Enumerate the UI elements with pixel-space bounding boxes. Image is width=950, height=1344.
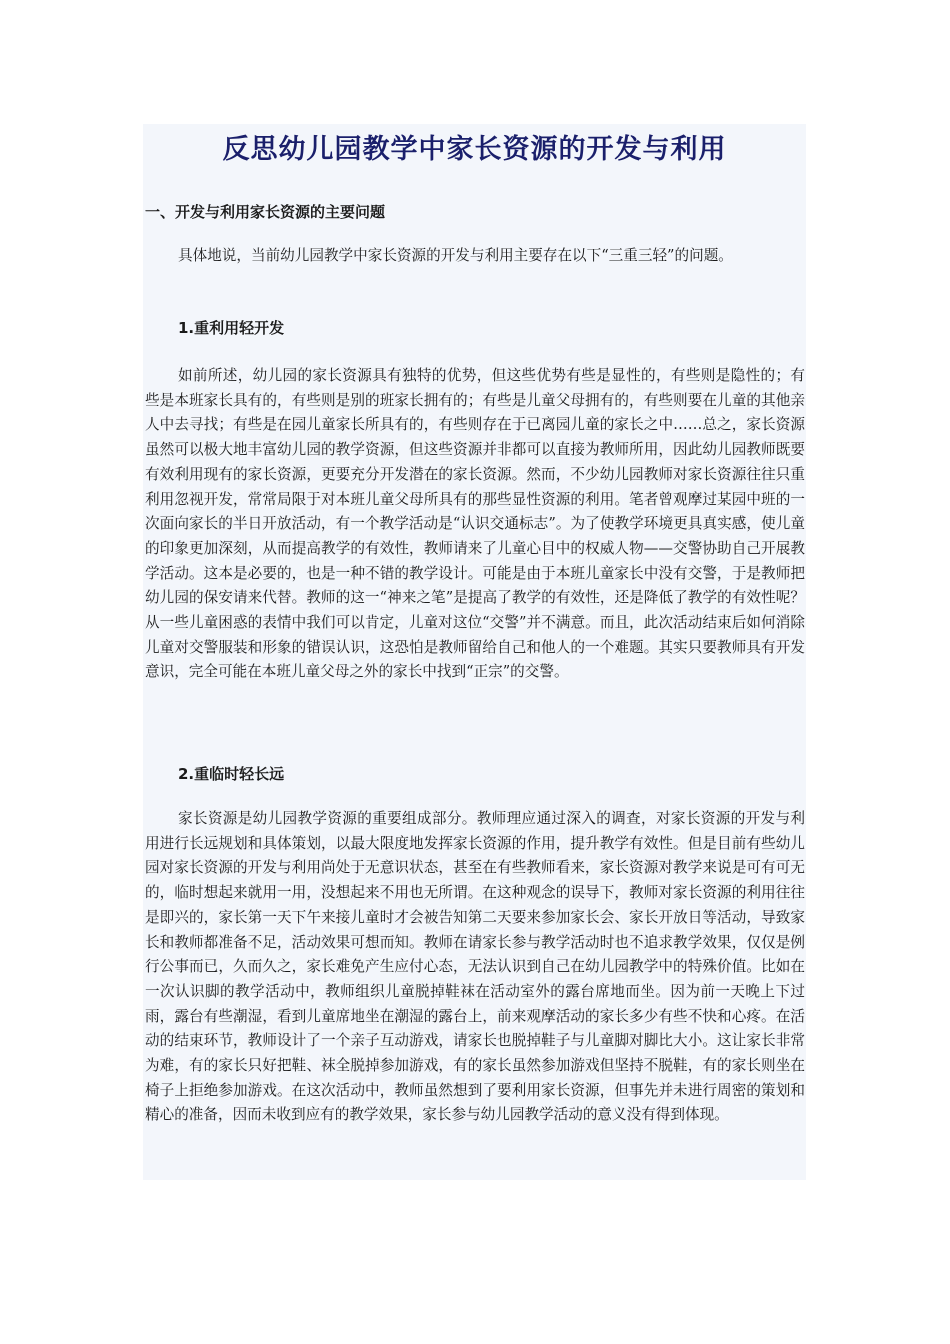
section-intro-paragraph: 具体地说，当前幼儿园教学中家长资源的开发与利用主要存在以下“三重三轻”的问题。 [178,247,733,264]
subsection-heading-1: 1.重利用轻开发 [178,319,285,337]
article-body [143,124,806,1180]
document-title: 反思幼儿园教学中家长资源的开发与利用 [222,134,727,165]
section-heading-1: 一、开发与利用家长资源的主要问题 [145,203,386,221]
subsection-2-paragraph: 家长资源是幼儿园教学资源的重要组成部分。教师理应通过深入的调查，对家长资源的开发与利用进行长远规划和具体策划，以最大限度地发挥家长资源的作用，提升教学有效性。但是目前有些幼儿园对家长资源的开发与利用尚处于无意识状态，甚至在有些教师看来，家长资源对教学来说是可有可无的，临时想起来就用一用，没想起来不用也无所谓。在这种观念的误导下，教师对家长资源的利用往往是即兴的，家长第一天下午来接儿童时才会被告知第二天要来参加家长会、家长开放日等活动，导致家长和教师都准备不足，活动效果可想而知。教师在请家长参与教学活动时也不追求教学效果，仅仅是例行公事而已，久而久之，家长难免产生应付心态，无法认识到自己在幼儿园教学中的特殊价值。比如在一次认识脚的教学活动中，教师组织儿童脱掉鞋袜在活动室外的露台席地而坐。因为前一天晚上下过雨，露台有些潮湿，看到儿童席地坐在潮湿的露台上，前来观摩活动的家长多少有些不快和心疼。在活动的结束环节，教师设计了一个亲子互动游戏，请家长也脱掉鞋子与儿童脚对脚比大小。这让家长非常为难，有的家长只好把鞋、袜全脱掉参加游戏，有的家长虽然参加游戏但坚持不脱鞋，有的家长则坐在椅子上拒绝参加游戏。在这次活动中，教师虽然想到了要利用家长资源，但事先并未进行周密的策划和精心的准备，因而未收到应有的教学效果，家长参与幼儿园教学活动的意义没有得到体现。 [145,810,805,1124]
subsection-heading-2: 2.重临时轻长远 [178,765,285,783]
subsection-1-paragraph: 如前所述，幼儿园的家长资源具有独特的优势，但这些优势有些是显性的，有些则是隐性的；有些是本班家长具有的，有些则是别的班家长拥有的；有些是儿童父母拥有的，有些则要在儿童的其他亲人中去寻找；有些是在园儿童家长所具有的，有些则存在于已离园儿童的家长之中……总之，家长资源虽然可以极大地丰富幼儿园的教学资源，但这些资源并非都可以直接为教师所用，因此幼儿园教师既要有效利用现有的家长资源，更要充分开发潜在的家长资源。然而，不少幼儿园教师对家长资源往往只重利用忽视开发，常常局限于对本班儿童父母所具有的那些显性资源的利用。笔者曾观摩过某园中班的一次面向家长的半日开放活动，有一个教学活动是“认识交通标志”。为了使教学环境更具真实感，使儿童的印象更加深刻，从而提高教学的有效性，教师请来了儿童心目中的权威人物——交警协助自己开展教学活动。这本是必要的，也是一种不错的教学设计。可能是由于本班儿童家长中没有交警，于是教师把幼儿园的保安请来代替。教师的这一“神来之笔”是提高了教学的有效性，还是降低了教学的有效性呢？从一些儿童困惑的表情中我们可以肯定，儿童对这位“交警”并不满意。而且，此次活动结束后如何消除儿童对交警服装和形象的错误认识，这恐怕是教师留给自己和他人的一个难题。其实只要教师具有开发意识，完全可能在本班儿童父母之外的家长中找到“正宗”的交警。 [145,367,805,681]
